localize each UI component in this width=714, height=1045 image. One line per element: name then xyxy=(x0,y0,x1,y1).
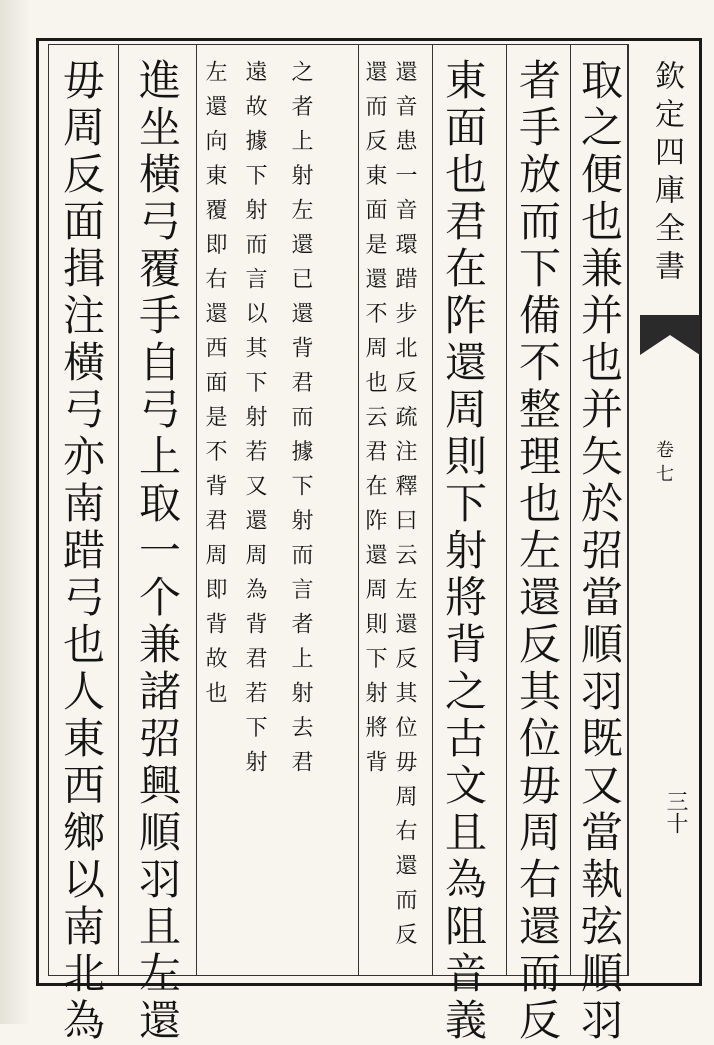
commentary-column-3: 之者上射左還已還背君而據下射而言者上射去君 xyxy=(288,60,313,785)
book-title: 欽定四庫全書 xyxy=(649,60,684,288)
column-rule xyxy=(118,44,119,976)
commentary-column-1: 還音患一音環踖步北反疏注釋曰云左還反其位毋周右還而反 xyxy=(392,60,417,957)
commentary-column-5: 左還向東覆即右還西面是不背君周即背故也 xyxy=(202,60,227,716)
column-rule xyxy=(196,44,197,976)
column-rule xyxy=(506,44,507,976)
column-rule xyxy=(358,44,359,976)
volume-label: 卷七 xyxy=(653,440,674,488)
column-rule xyxy=(570,44,571,976)
commentary-column-2: 還而反東面是還不周也云君在阼還周則下射將背 xyxy=(362,60,387,785)
text-column-2: 者手放而下備不整理也左還反其位毋周右還而反 xyxy=(513,58,562,1045)
page-edge-shade xyxy=(0,0,30,1024)
text-column-4: 進坐橫弓覆手自弓上取一个兼諸弨興順羽且左還 xyxy=(133,58,182,1045)
commentary-column-4: 遠故據下射而言以其下射若又還周為背君若下射 xyxy=(242,60,267,785)
column-rule xyxy=(432,44,433,976)
text-column-3: 東面也君在阼還周則下射將背之古文且為阻音義 xyxy=(439,58,488,1045)
page-number: 三十 xyxy=(663,790,688,834)
text-column-1: 取之便也兼并也并矢於弨當順羽既又當執弦順羽 xyxy=(575,58,624,1045)
text-column-5: 毋周反面揖注橫弓亦南踖弓也人東西鄉以南北為 xyxy=(57,58,106,1045)
fish-tail-mark-icon xyxy=(640,310,700,360)
